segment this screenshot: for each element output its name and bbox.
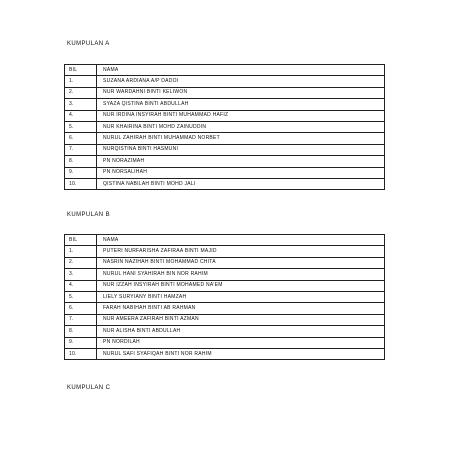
nama-cell: NAMA — [97, 65, 385, 76]
bil-cell: 10. — [65, 178, 97, 189]
bil-cell: 7. — [65, 144, 97, 155]
bil-cell: 1. — [65, 246, 97, 257]
table-row — [65, 246, 385, 257]
table-row — [65, 326, 385, 337]
table-row — [65, 348, 385, 359]
bil-cell: 1. — [65, 76, 97, 87]
nama-cell: SYAZA QISTINA BINTI ABDULLAH — [97, 99, 385, 110]
nama-cell: PN NORDILAH — [97, 337, 385, 348]
nama-cell: PUTERI NURFARISHA ZAFIRAA BINTI MAJID — [97, 246, 385, 257]
nama-cell: PN NORSALIHAH — [97, 167, 385, 178]
group-a-title: KUMPULAN A — [67, 41, 110, 47]
table-row — [65, 314, 385, 325]
bil-cell: 9. — [65, 167, 97, 178]
group-a-body — [65, 65, 385, 190]
bil-cell: 4. — [65, 280, 97, 291]
table-row — [65, 121, 385, 132]
nama-cell: QISTINA NABILAH BINTI MOHD JALI — [97, 178, 385, 189]
bil-cell: 2. — [65, 87, 97, 98]
table-row — [65, 110, 385, 121]
bil-cell: 5. — [65, 291, 97, 302]
bil-cell: 8. — [65, 326, 97, 337]
bil-cell: 4. — [65, 110, 97, 121]
nama-cell: NUR WARDAHNI BINTI KELIWON — [97, 87, 385, 98]
group-b-table — [64, 234, 385, 360]
table-row — [65, 167, 385, 178]
nama-cell: FARAH NABIHAH BINTI AB RAHMAN — [97, 303, 385, 314]
table-row — [65, 257, 385, 268]
nama-cell: NURUL HANI SYAHIRAH BIN NOR RAHIM — [97, 269, 385, 280]
nama-cell: NUR AMEERA ZAFIRAH BINTI AZMAN — [97, 314, 385, 325]
bil-cell: 6. — [65, 133, 97, 144]
bil-cell: BIL — [65, 65, 97, 76]
bil-cell: 7. — [65, 314, 97, 325]
nama-cell: NUR IZZAH INSYIRAH BINTI MOHAMED NA'EM — [97, 280, 385, 291]
nama-cell: LIELY SURYIANY BINTI HAMZAH — [97, 291, 385, 302]
nama-cell: PN NORAZIMAH — [97, 156, 385, 167]
nama-cell: NURQISTINA BINTI HASMUNI — [97, 144, 385, 155]
bil-cell: 3. — [65, 269, 97, 280]
table-row — [65, 156, 385, 167]
nama-cell: NASRIN NAZIHAH BINTI MOHAMMAD CHITA — [97, 257, 385, 268]
table-row — [65, 87, 385, 98]
table-row — [65, 280, 385, 291]
nama-cell: NUR KHAIRINA BINTI MOHD ZAINUDDIN — [97, 121, 385, 132]
bil-cell: 3. — [65, 99, 97, 110]
table-header-row — [65, 65, 385, 76]
group-c-title: KUMPULAN C — [67, 385, 111, 391]
table-header-row — [65, 235, 385, 246]
nama-cell: NURUL ZAHIRAH BINTI MUHAMMAD NORBET — [97, 133, 385, 144]
bil-cell: 10. — [65, 348, 97, 359]
table-row — [65, 303, 385, 314]
bil-cell: 5. — [65, 121, 97, 132]
table-row — [65, 99, 385, 110]
nama-cell: NURUL SAFI SYAFIQAH BINTI NOR RAHIM — [97, 348, 385, 359]
table-row — [65, 337, 385, 348]
nama-cell: NUR IRDINA INSYIRAH BINTI MUHAMMAD HAFIZ — [97, 110, 385, 121]
table-row — [65, 269, 385, 280]
table-row — [65, 144, 385, 155]
bil-cell: BIL — [65, 235, 97, 246]
bil-cell: 8. — [65, 156, 97, 167]
group-a-table — [64, 64, 385, 190]
group-b-title: KUMPULAN B — [67, 212, 111, 218]
table-row — [65, 291, 385, 302]
bil-cell: 2. — [65, 257, 97, 268]
bil-cell: 9. — [65, 337, 97, 348]
nama-cell: NAMA — [97, 235, 385, 246]
group-b-body — [65, 235, 385, 360]
table-row — [65, 133, 385, 144]
nama-cell: NUR ALISHA BINTI ABDULLAH — [97, 326, 385, 337]
bil-cell: 6. — [65, 303, 97, 314]
nama-cell: SUZANA ARDIANA A/P DADOI — [97, 76, 385, 87]
table-row — [65, 76, 385, 87]
table-row — [65, 178, 385, 189]
